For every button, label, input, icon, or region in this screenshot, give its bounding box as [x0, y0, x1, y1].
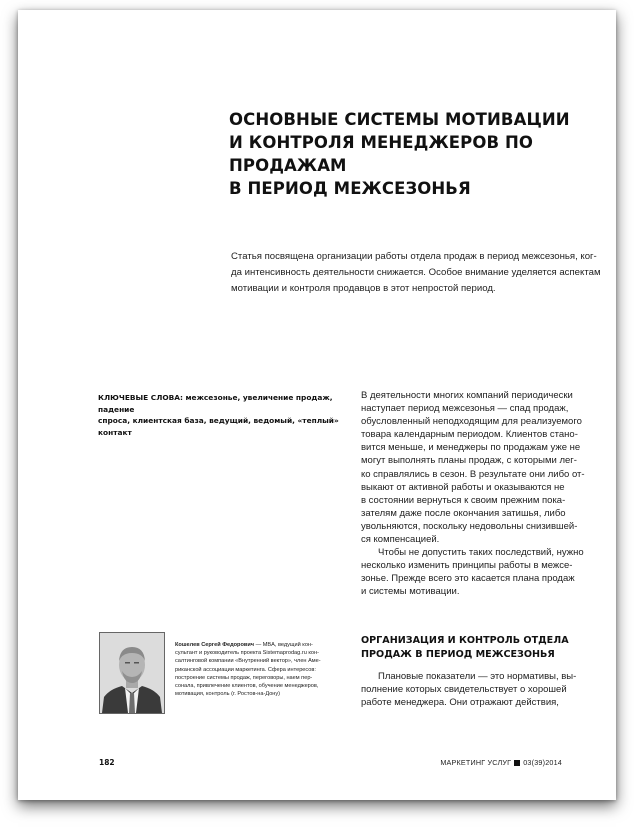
heading-line: ОРГАНИЗАЦИЯ И КОНТРОЛЬ ОТДЕЛА [361, 635, 569, 646]
text-line: ко справлялись в сезон. В результате они либо от- [361, 468, 585, 480]
text-line: несколько изменить принципы работы в межсе- [361, 560, 573, 572]
text-line: могут выполнять планы продаж, с которыми лег- [361, 455, 577, 467]
text-line: зонье. Прежде всего это касается плана продаж [361, 573, 575, 585]
heading-line: ПРОДАЖ В ПЕРИОД МЕЖСЕЗОНЬЯ [361, 648, 555, 660]
lead-line: Статья посвящена организации работы отдела продаж в период межсезонья, ког- [231, 251, 597, 262]
text-line: и системы мотивации. [361, 586, 460, 598]
bio-line: риканской ассоциации маркетинга. Сфера интересов: [175, 666, 316, 673]
bio-line [175, 641, 343, 649]
keywords-line: контакт [98, 427, 132, 437]
title-line: В ПЕРИОД МЕЖСЕЗОНЬЯ [229, 179, 471, 198]
text-line: вится меньше, и менеджеры по продажам уже не [361, 442, 581, 454]
text-line: обусловленный неподходящим для реализуемого [361, 416, 582, 428]
author-bio [175, 641, 343, 698]
text-line: Чтобы не допустить таких последствий, нужно [378, 547, 584, 559]
text-line: зателям даже после окончания затишья, либо [361, 507, 566, 519]
bio-line: мотивация, контроль (г. Ростов-на-Дону) [175, 691, 281, 698]
paragraph-2 [361, 546, 607, 598]
title-line: ОСНОВНЫЕ СИСТЕМЫ МОТИВАЦИИ [229, 110, 570, 129]
lead-line: мотивации и контроля продавцов в этот непростой период. [231, 283, 496, 294]
magazine-page [18, 10, 616, 800]
bio-line: построение системы продаж, переговоры, наем пер- [175, 674, 313, 681]
keywords-line: КЛЮЧЕВЫЕ СЛОВА: межсезонье, увеличение продаж, падение [98, 393, 333, 414]
body-column [361, 389, 607, 599]
text-line: в состоянии вернуться к своим прежним пока- [361, 494, 566, 506]
author-name: Кошелев Сергей Федорович [175, 642, 255, 648]
article-lead [231, 249, 613, 297]
section-heading [361, 634, 611, 661]
text-line: увольняются, поскольку недовольны снизившей- [361, 520, 578, 532]
text-line: товара календарным периодом. Клиентов стано- [361, 429, 578, 441]
paragraph-3 [361, 670, 607, 709]
lead-line: да интенсивность деятельности снижается. Особое внимание уделяется аспектам [231, 267, 601, 278]
text-line: ся компенсацией. [361, 534, 440, 546]
text-line: работе менеджера. Они отражают действия, [361, 697, 559, 709]
square-separator-icon [514, 760, 520, 766]
page-number: 182 [99, 758, 115, 767]
article-title [229, 108, 609, 200]
bio-line: сультант и руководитель проекта Sistemaprodag.ru кон- [175, 650, 319, 657]
keywords-block [98, 392, 348, 438]
bio-line: сонала, привлечение клиентов, обучение менеджеров, [175, 683, 319, 690]
text-line: Плановые показатели — это нормативы, вы- [378, 671, 577, 682]
journal-issue: 03(39)2014 [523, 758, 562, 767]
journal-footer [440, 758, 562, 767]
author-photo [99, 632, 165, 714]
title-line: И КОНТРОЛЯ МЕНЕДЖЕРОВ ПО ПРОДАЖАМ [229, 133, 534, 175]
text-line: полнение которых свидетельствует о хорошей [361, 684, 567, 696]
text-line: выкают от активной работы и оказываются не [361, 481, 565, 493]
journal-name: МАРКЕТИНГ УСЛУГ [440, 758, 512, 767]
paragraph-1 [361, 389, 607, 546]
text-line: В деятельности многих компаний периодически [361, 390, 573, 401]
keywords-line: спроса, клиентская база, ведущий, ведомый, «теплый» [98, 416, 339, 425]
text-line: наступает период межсезонья — спад продаж, [361, 403, 569, 415]
bio-text: — MBA, ведущий кон- [254, 642, 313, 648]
author-portrait-image [100, 633, 164, 713]
bio-line: салтинговой компании «Внутренний вектор», член Аме- [175, 658, 321, 665]
